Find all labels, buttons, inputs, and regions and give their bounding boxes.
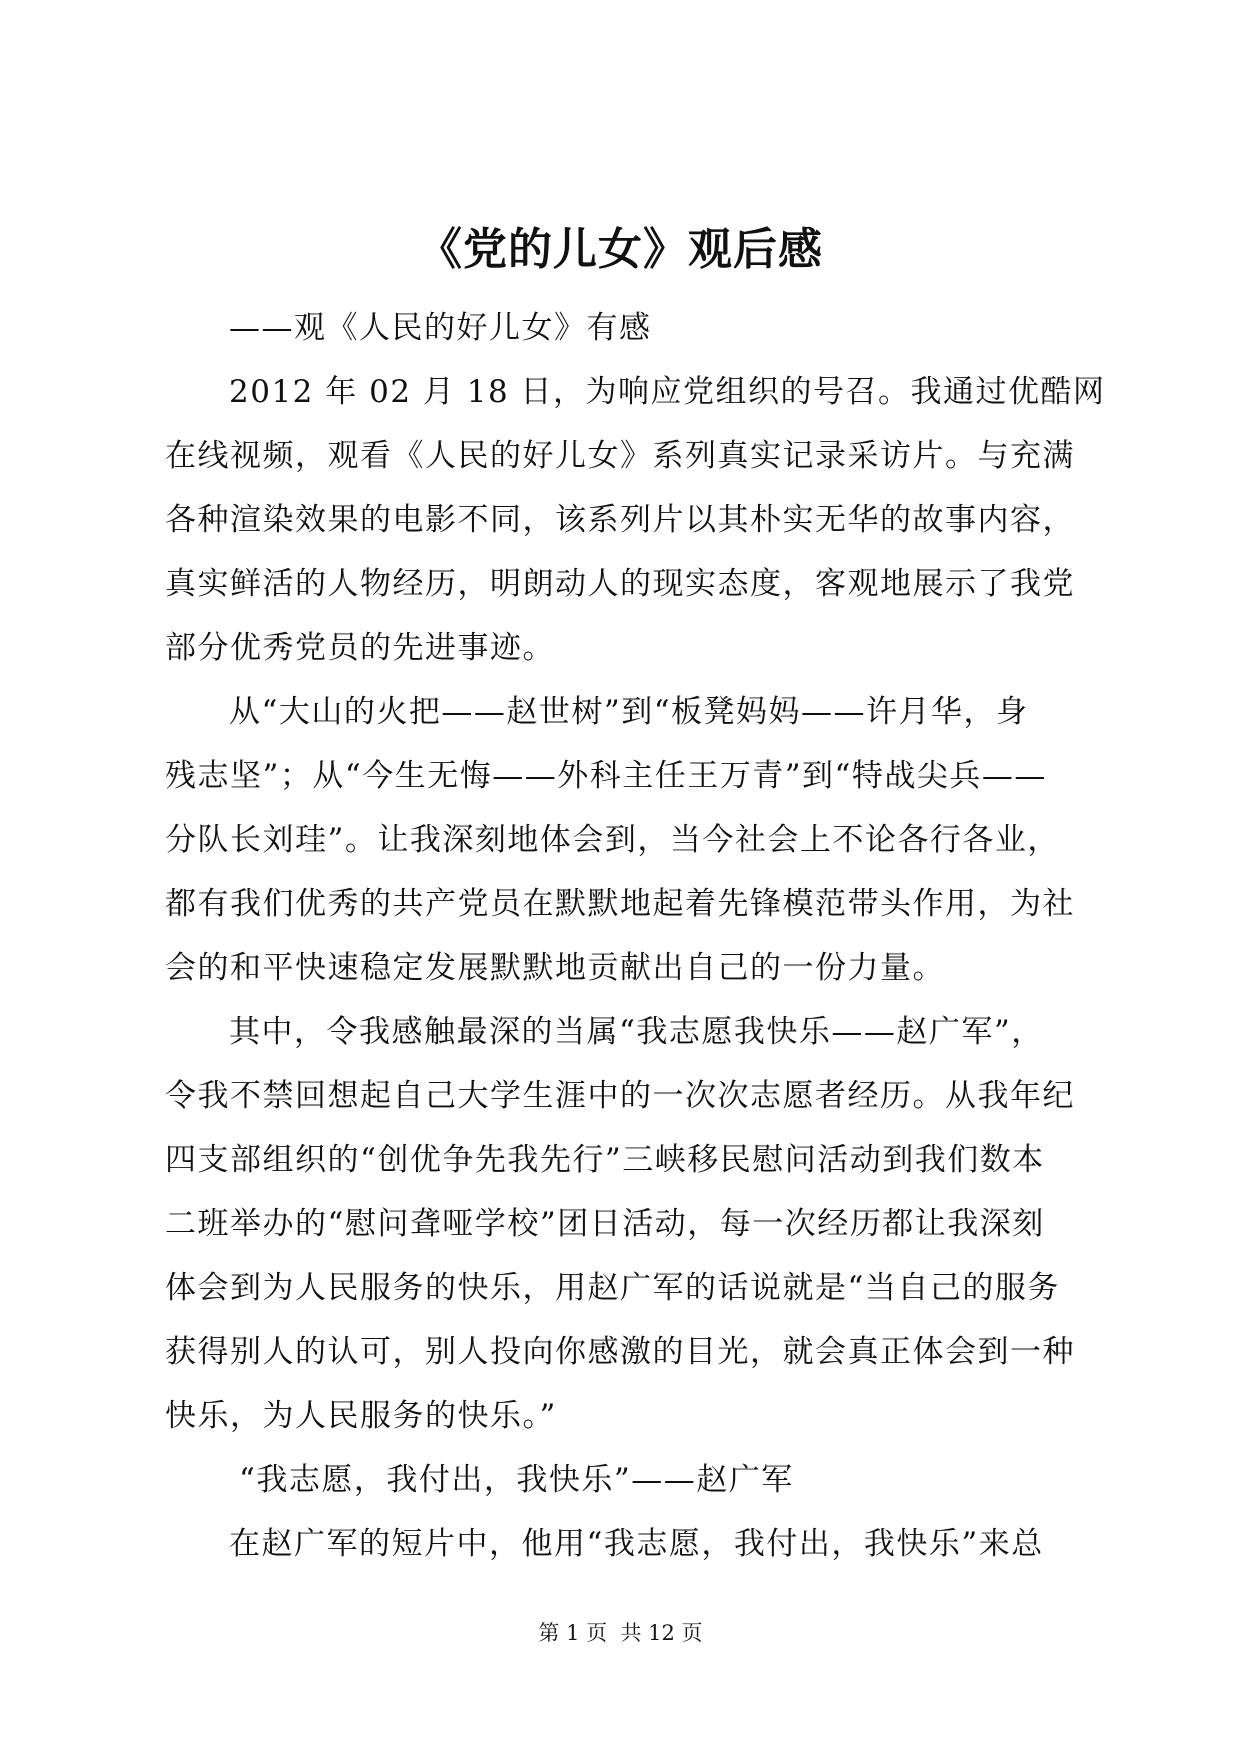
document-body [165, 296, 1106, 1576]
paragraph-line: 都有我们优秀的共产党员在默默地起着先锋模范带头作用，为社 [165, 886, 1075, 922]
paragraph-line: 2012 年 02 月 18 日，为响应党组织的号召。我通过优酷网 [229, 374, 1106, 410]
page-footer: 第 1 页 共 12 页 [538, 1621, 703, 1645]
paragraph-line: 令我不禁回想起自己大学生涯中的一次次志愿者经历。从我年纪 [165, 1078, 1075, 1114]
paragraph-line: 其中，令我感触最深的当属“我志愿我快乐——赵广军”， [229, 1014, 1044, 1050]
paragraph-line: 各种渲染效果的电影不同，该系列片以其朴实无华的故事内容， [165, 502, 1075, 538]
quote-line: “我志愿，我付出，我快乐”——赵广军 [239, 1462, 794, 1498]
paragraph-line: 四支部组织的“创优争先我先行”三峡移民慰问活动到我们数本 [165, 1142, 1045, 1178]
document-title: 《党的儿女》观后感 [418, 224, 823, 275]
paragraph-line: 在赵广军的短片中，他用“我志愿，我付出，我快乐”来总 [229, 1526, 1044, 1562]
paragraph-line: 快乐，为人民服务的快乐。” [165, 1398, 557, 1434]
paragraph-line: 获得别人的认可，别人投向你感激的目光，就会真正体会到一种 [165, 1334, 1075, 1370]
paragraph-line: 从“大山的火把——赵世树”到“板凳妈妈——许月华，身 [229, 694, 1029, 730]
paragraph-line: 残志坚”；从“今生无悔——外科主任王万青”到“特战尖兵—— [165, 758, 1047, 794]
paragraph-line: 部分优秀党员的先进事迹。 [165, 630, 555, 666]
paragraph-line: 会的和平快速稳定发展默默地贡献出自己的一份力量。 [165, 950, 945, 986]
paragraph-line: 在线视频，观看《人民的好儿女》系列真实记录采访片。与充满 [165, 438, 1075, 474]
paragraph-line: 二班举办的“慰问聋哑学校”团日活动，每一次经历都让我深刻 [165, 1206, 1045, 1242]
paragraph-line: 真实鲜活的人物经历，明朗动人的现实态度，客观地展示了我党 [165, 566, 1075, 602]
subtitle-line: ——观《人民的好儿女》有感 [229, 310, 652, 346]
paragraph-line: 体会到为人民服务的快乐，用赵广军的话说就是“当自己的服务 [165, 1270, 1060, 1306]
paragraph-line: 分队长刘珪”。让我深刻地体会到，当今社会上不论各行各业， [165, 822, 1060, 858]
